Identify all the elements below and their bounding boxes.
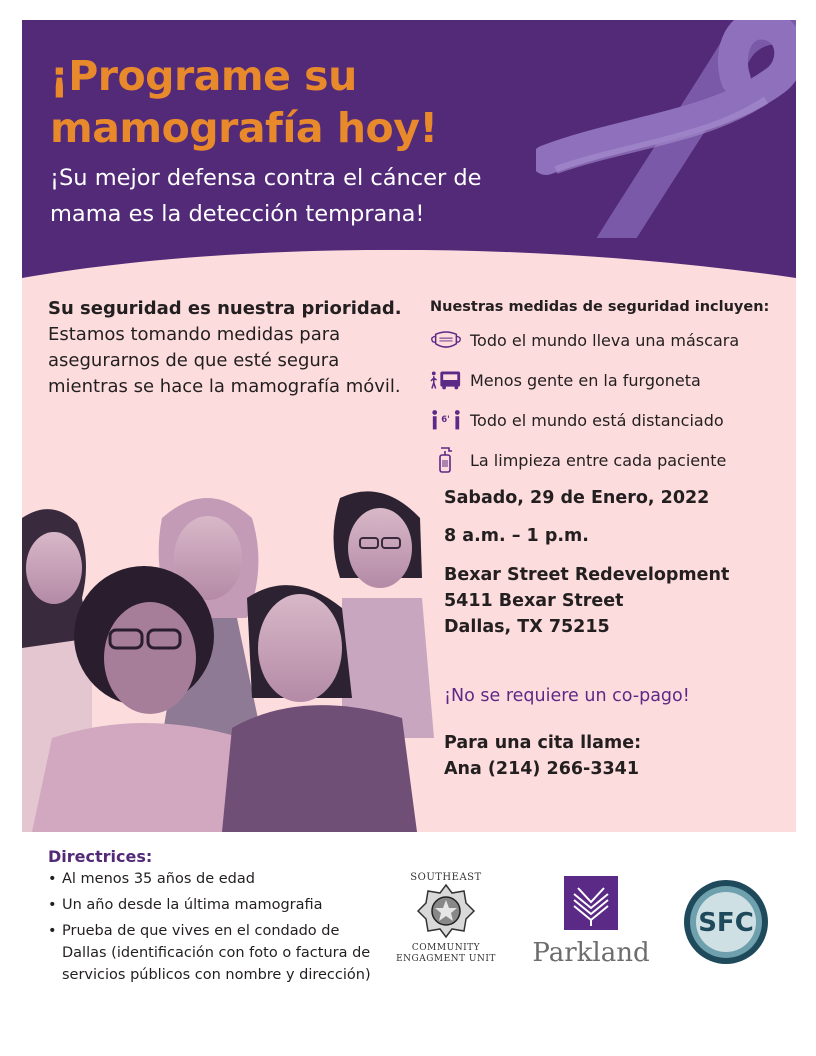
measure-label: Menos gente en la furgoneta	[470, 370, 701, 390]
spray-bottle-icon	[430, 445, 462, 475]
police-badge-icon	[416, 883, 476, 939]
event-address	[444, 562, 729, 640]
title-line: ¡Programe su	[50, 52, 357, 100]
header-curve	[22, 238, 796, 298]
measures-heading: Nuestras medidas de seguridad incluyen:	[430, 299, 770, 315]
parkland-emblem-icon	[564, 876, 618, 930]
logo-text-bottom: COMMUNITY	[411, 943, 481, 953]
event-date: Sabado, 29 de Enero, 2022	[444, 488, 710, 508]
page-title	[50, 50, 438, 154]
measure-item	[430, 320, 790, 360]
subtitle-line: mama es la detección temprana!	[50, 201, 425, 227]
sfc-logo	[682, 878, 770, 966]
guideline-item: • Un año desde la última mamografia	[48, 894, 378, 916]
logo-text-bottom: ENGAGMENT UNIT	[396, 954, 496, 964]
street-address: 5411 Bexar Street	[444, 591, 624, 611]
guidelines-list	[48, 868, 378, 986]
safety-statement	[48, 296, 418, 400]
title-line: mamografía hoy!	[50, 104, 438, 152]
safety-measures	[430, 296, 790, 480]
guidelines-heading: Directrices:	[48, 847, 153, 866]
subtitle	[50, 160, 482, 232]
call-phone: Ana (214) 266-3341	[444, 759, 640, 779]
awareness-ribbon-icon	[536, 20, 796, 260]
guideline-item: • Al menos 35 años de edad	[48, 868, 378, 890]
distance-icon	[430, 405, 462, 435]
distance-label: 6'	[441, 413, 450, 424]
group-photo	[22, 478, 434, 832]
guidelines	[48, 846, 378, 990]
call-label: Para una cita llame:	[444, 733, 642, 753]
measure-label: Todo el mundo está distanciado	[470, 410, 724, 430]
event-time: 8 a.m. – 1 p.m.	[444, 526, 589, 546]
measure-label: La limpieza entre cada paciente	[470, 450, 727, 470]
event-info	[440, 482, 740, 812]
measure-label: Todo el mundo lleva una máscara	[470, 330, 740, 350]
parkland-name: Parkland	[532, 938, 650, 968]
safety-lead: Su seguridad es nuestra prioridad.	[48, 298, 402, 319]
venue-name: Bexar Street Redevelopment	[444, 565, 730, 585]
city-state-zip: Dallas, TX 75215	[444, 617, 610, 637]
parkland-logo	[526, 876, 656, 972]
logo-text-top: SOUTHEAST	[410, 872, 482, 883]
copay-note: ¡No se requiere un co-pago!	[444, 686, 690, 706]
measure-item	[430, 400, 790, 440]
subtitle-line: ¡Su mejor defensa contra el cáncer de	[50, 165, 482, 191]
van-icon	[430, 365, 462, 395]
southeast-community-logo	[394, 872, 498, 972]
mask-icon	[430, 325, 462, 355]
guideline-item: • Prueba de que vives en el condado de Dallas (identificación con foto o factura de servicios públicos con nombre y dirección)	[48, 920, 378, 986]
measure-item	[430, 360, 790, 400]
appointment-contact	[444, 730, 641, 782]
sfc-text: SFC	[698, 908, 754, 938]
measure-item	[430, 440, 790, 480]
safety-body: Estamos tomando medidas para asegurarnos de que esté segura mientras se hace la mamografía móvil.	[48, 324, 401, 397]
